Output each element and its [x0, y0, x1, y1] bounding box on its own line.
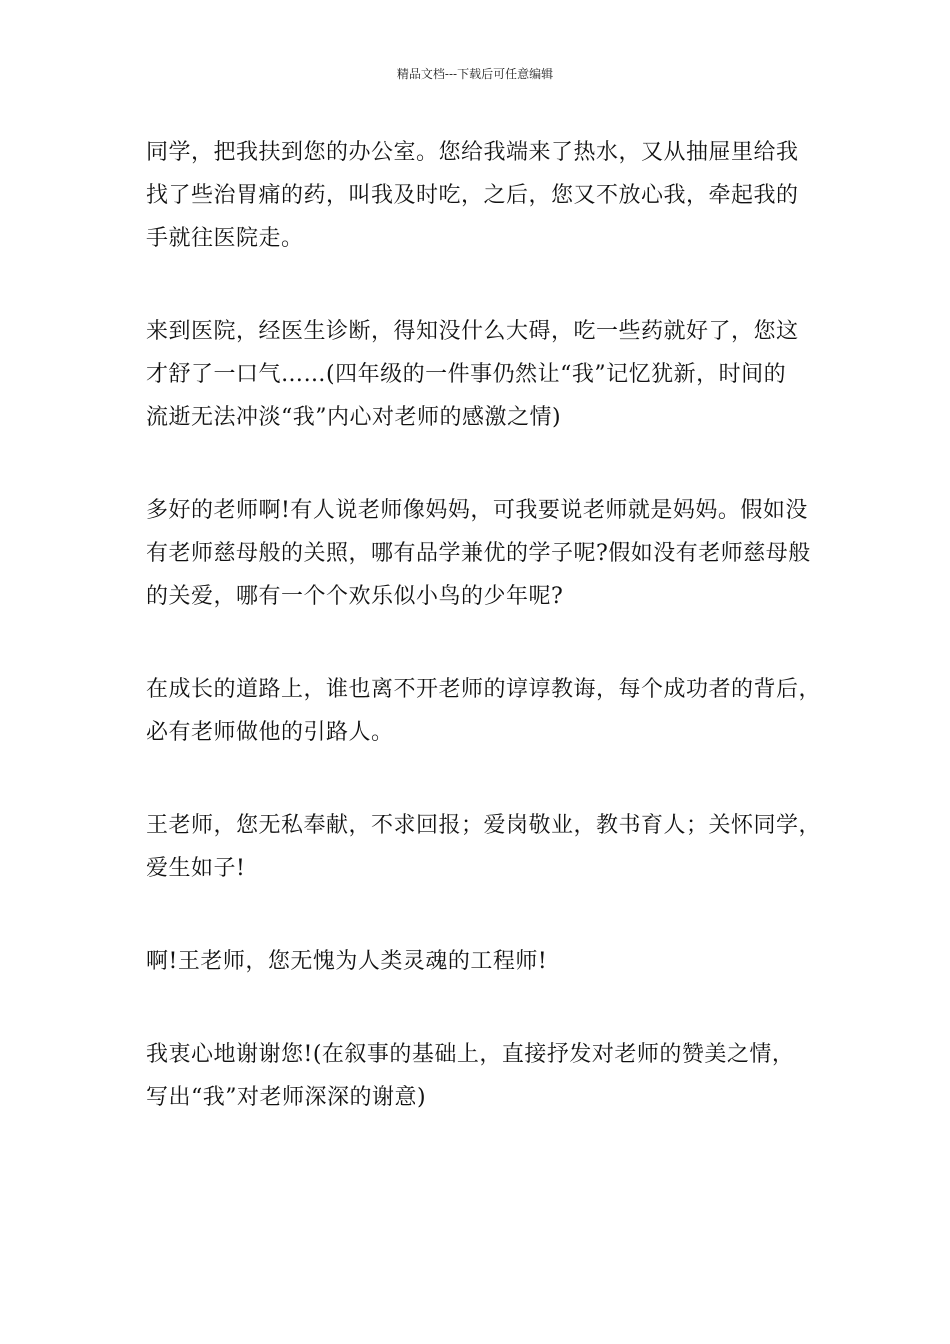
paragraph-3 [146, 489, 816, 618]
paragraph-line: 多好的老师啊!有人说老师像妈妈，可我要说老师就是妈妈。假如没 [146, 498, 808, 523]
paragraph-line: 啊!王老师，您无愧为人类灵魂的工程师! [146, 949, 548, 974]
paragraph-line: 王老师，您无私奉献，不求回报；爱岗敬业，教书育人；关怀同学， [146, 813, 822, 838]
document-body [146, 131, 822, 1169]
paragraph-line: 同学，把我扶到您的办公室。您给我端来了热水，又从抽屉里给我 [146, 140, 799, 165]
page-header: 精品文档---下载后可任意编辑 [396, 67, 554, 81]
paragraph-line: 来到医院，经医生诊断，得知没什么大碍，吃一些药就好了，您这 [146, 319, 799, 344]
paragraph-line: 才舒了一口气……(四年级的一件事仍然让“我”记忆犹新，时间的 [146, 362, 787, 387]
paragraph-4 [146, 668, 822, 754]
paragraph-line: 流逝无法冲淡“我”内心对老师的感激之情) [146, 405, 562, 430]
paragraph-line: 在成长的道路上，谁也离不开老师的谆谆教诲，每个成功者的背后， [146, 677, 822, 702]
paragraph-line: 爱生如子! [146, 856, 246, 881]
paragraph-line: 找了些治胃痛的药，叫我及时吃，之后，您又不放心我，牵起我的 [146, 183, 799, 208]
paragraph-line: 有老师慈母般的关照，哪有品学兼优的学子呢?假如没有老师慈母般 [146, 541, 811, 566]
paragraph-6 [146, 940, 816, 983]
paragraph-line: 必有老师做他的引路人。 [146, 720, 394, 745]
paragraph-line: 的关爱，哪有一个个欢乐似小鸟的少年呢? [146, 584, 564, 609]
paragraph-line: 手就往医院走。 [146, 226, 304, 251]
paragraph-5 [146, 804, 822, 890]
paragraph-line: 我衷心地谢谢您!(在叙事的基础上，直接抒发对老师的赞美之情， [146, 1042, 795, 1067]
paragraph-line: 写出“我”对老师深深的谢意) [146, 1085, 427, 1110]
paragraph-2 [146, 310, 816, 439]
paragraph-1 [146, 131, 816, 260]
paragraph-7 [146, 1033, 816, 1119]
